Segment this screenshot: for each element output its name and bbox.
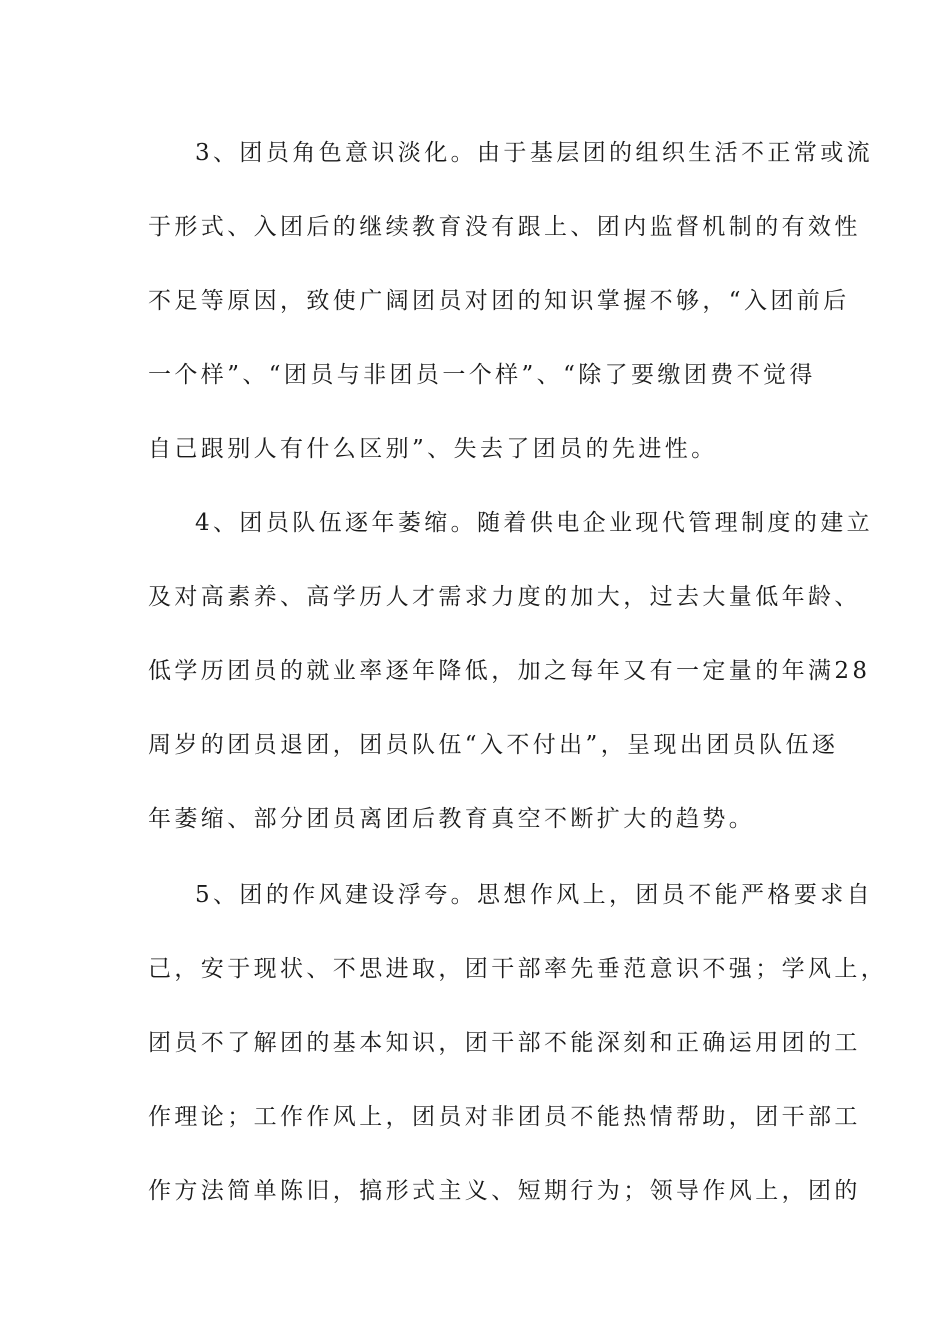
paragraph-5-line-3: 团员不了解团的基本知识，团干部不能深刻和正确运用团的工	[148, 1030, 861, 1056]
paragraph-5-line-5: 作方法简单陈旧，搞形式主义、短期行为；领导作风上，团的	[148, 1178, 861, 1204]
paragraph-3-line-2: 于形式、入团后的继续教育没有跟上、团内监督机制的有效性	[148, 214, 861, 240]
paragraph-4-line-1: 4、团员队伍逐年萎缩。随着供电企业现代管理制度的建立	[195, 510, 874, 536]
paragraph-4-line-2: 及对高素养、高学历人才需求力度的加大，过去大量低年龄、	[148, 584, 861, 610]
paragraph-3-line-1: 3、团员角色意识淡化。由于基层团的组织生活不正常或流	[195, 140, 874, 166]
paragraph-4-line-4: 周岁的团员退团，团员队伍“入不付出”，呈现出团员队伍逐	[148, 732, 839, 758]
paragraph-5-line-1: 5、团的作风建设浮夸。思想作风上，团员不能严格要求自	[195, 882, 874, 908]
paragraph-3-line-3: 不足等原因，致使广阔团员对团的知识掌握不够，“入团前后	[148, 288, 850, 314]
paragraph-5-line-4: 作理论；工作作风上，团员对非团员不能热情帮助，团干部工	[148, 1104, 861, 1130]
paragraph-4-line-3: 低学历团员的就业率逐年降低，加之每年又有一定量的年满28	[148, 658, 871, 684]
paragraph-3-line-5: 自己跟别人有什么区别”、失去了团员的先进性。	[148, 436, 718, 462]
paragraph-3-line-4: 一个样”、“团员与非团员一个样”、“除了要缴团费不觉得	[148, 362, 816, 388]
paragraph-4-line-5: 年萎缩、部分团员离团后教育真空不断扩大的趋势。	[148, 806, 756, 832]
paragraph-5-line-2: 己，安于现状、不思进取，团干部率先垂范意识不强；学风上，	[148, 956, 888, 982]
